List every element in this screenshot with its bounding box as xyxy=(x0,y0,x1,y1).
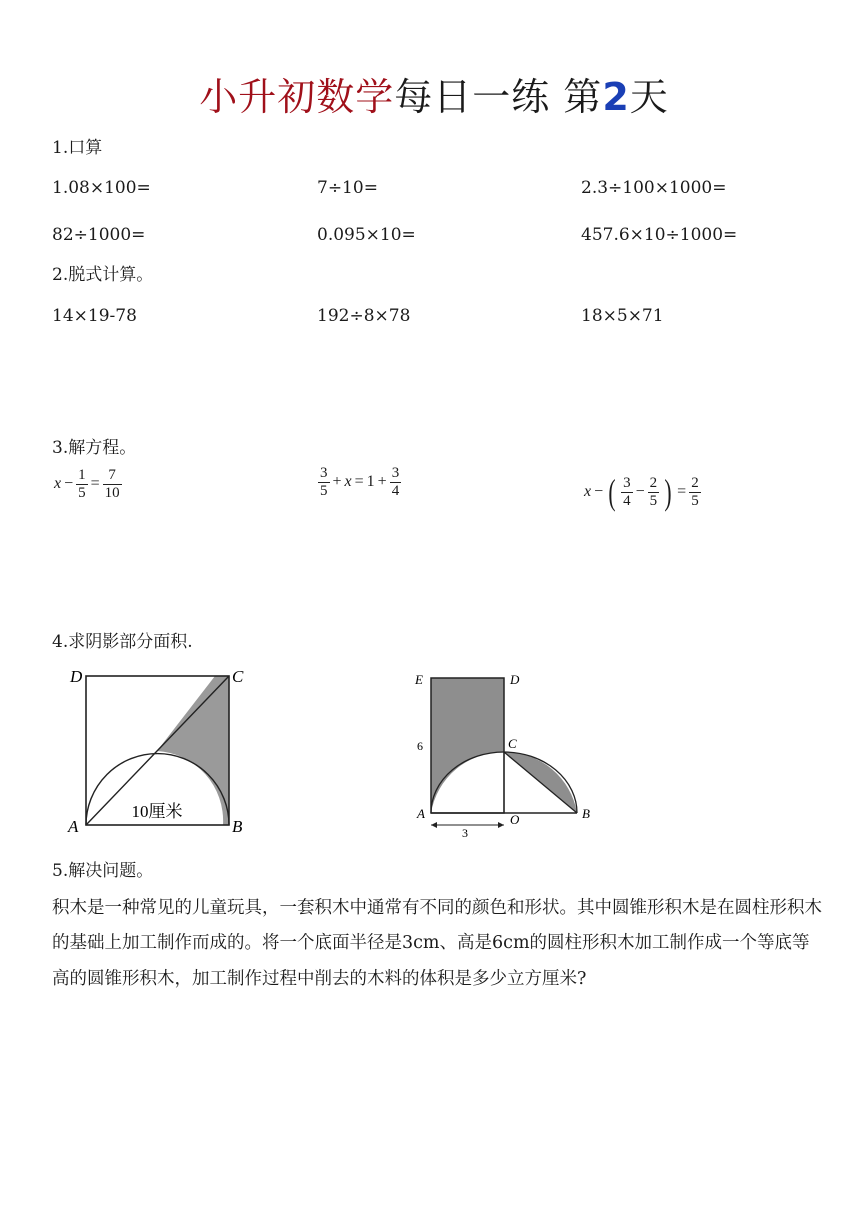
q2-item: 18×5×71 xyxy=(581,306,664,326)
denominator: 5 xyxy=(691,492,699,509)
numerator: 3 xyxy=(623,475,631,491)
left-paren: ( xyxy=(608,472,616,512)
label-A: A xyxy=(417,806,425,821)
plus-sign: + xyxy=(332,473,342,490)
fig2-shaded-rect-region xyxy=(431,678,504,813)
label-C: C xyxy=(232,667,244,686)
q2-heading: 2.脱式计算。 xyxy=(52,265,154,285)
q2-item: 192÷8×78 xyxy=(317,306,411,326)
fraction xyxy=(76,467,88,501)
width-label: 3 xyxy=(462,826,468,838)
minus-sign: − xyxy=(594,483,604,500)
denominator: 10 xyxy=(104,484,120,501)
numerator: 3 xyxy=(391,465,400,481)
title-day-number: 2 xyxy=(602,75,630,119)
q1-item: 7÷10= xyxy=(317,178,378,198)
label-D: D xyxy=(70,667,83,686)
label-O: O xyxy=(510,812,520,827)
q1-item: 1.08×100= xyxy=(52,178,151,198)
q4-heading: 4.求阴影部分面积. xyxy=(52,632,193,652)
title-end: 天 xyxy=(629,75,669,119)
q3-heading: 3.解方程。 xyxy=(52,438,137,458)
q1-item: 82÷1000= xyxy=(52,225,146,245)
length-label: 10厘米 xyxy=(131,802,183,821)
height-label: 6 xyxy=(417,739,423,753)
fig2-chord-cb xyxy=(504,752,577,813)
q1-item: 0.095×10= xyxy=(317,225,416,245)
variable-x: x xyxy=(54,475,62,492)
numerator: 7 xyxy=(103,467,122,485)
q5-problem-text: 积木是一种常见的儿童玩具，一套积木中通常有不同的颜色和形状。其中圆锥形积木是在圆柱形积木的基础上加工制作而成的。将一个底面半径是3cm、高是6cm的圆柱形积木加工制作成一个等底等高的圆锥形积木，加工制作过程中削去的木料的体积是多少立方厘米? xyxy=(52,898,822,989)
denominator: 5 xyxy=(78,484,86,501)
numerator: 2 xyxy=(649,475,658,491)
page-title xyxy=(0,66,868,121)
q1-heading: 1.口算 xyxy=(52,138,103,158)
equation-1 xyxy=(54,467,122,501)
equals-sign: = xyxy=(354,473,364,490)
constant: 1 xyxy=(366,473,375,490)
minus-sign: − xyxy=(635,483,645,500)
label-B: B xyxy=(582,806,590,821)
fraction xyxy=(103,467,122,501)
fraction xyxy=(621,475,633,509)
numerator: 1 xyxy=(78,467,86,483)
title-black-part: 每日一练 第 xyxy=(394,75,603,119)
minus-sign: − xyxy=(64,475,74,492)
label-D: D xyxy=(510,672,520,687)
equation-3 xyxy=(584,474,701,510)
q2-item: 14×19-78 xyxy=(52,306,137,326)
title-red-part: 小升初数学 xyxy=(199,75,395,119)
numerator: 2 xyxy=(691,475,699,491)
q1-item: 2.3÷100×1000= xyxy=(581,178,727,198)
q1-item: 457.6×10÷1000= xyxy=(581,225,738,245)
variable-x: x xyxy=(344,473,352,490)
equals-sign: = xyxy=(677,483,687,500)
figure-2-rectangle-quarter-circle xyxy=(405,662,610,838)
fraction xyxy=(318,465,330,499)
denominator: 4 xyxy=(623,492,631,509)
q5-heading: 5.解决问题。 xyxy=(52,861,154,881)
fraction xyxy=(689,475,701,509)
plus-sign: + xyxy=(377,473,387,490)
denominator: 5 xyxy=(320,482,328,499)
fraction xyxy=(648,475,660,509)
figure-1-square xyxy=(60,662,260,838)
label-E: E xyxy=(415,672,423,687)
label-B: B xyxy=(232,817,243,836)
denominator: 4 xyxy=(391,482,400,499)
fraction xyxy=(390,465,402,499)
numerator: 3 xyxy=(320,465,328,481)
equation-2 xyxy=(318,465,401,499)
label-A: A xyxy=(68,817,79,836)
equals-sign: = xyxy=(90,475,100,492)
variable-x: x xyxy=(584,483,592,500)
label-C: C xyxy=(508,736,517,751)
denominator: 5 xyxy=(649,492,658,509)
right-paren: ) xyxy=(664,472,672,512)
